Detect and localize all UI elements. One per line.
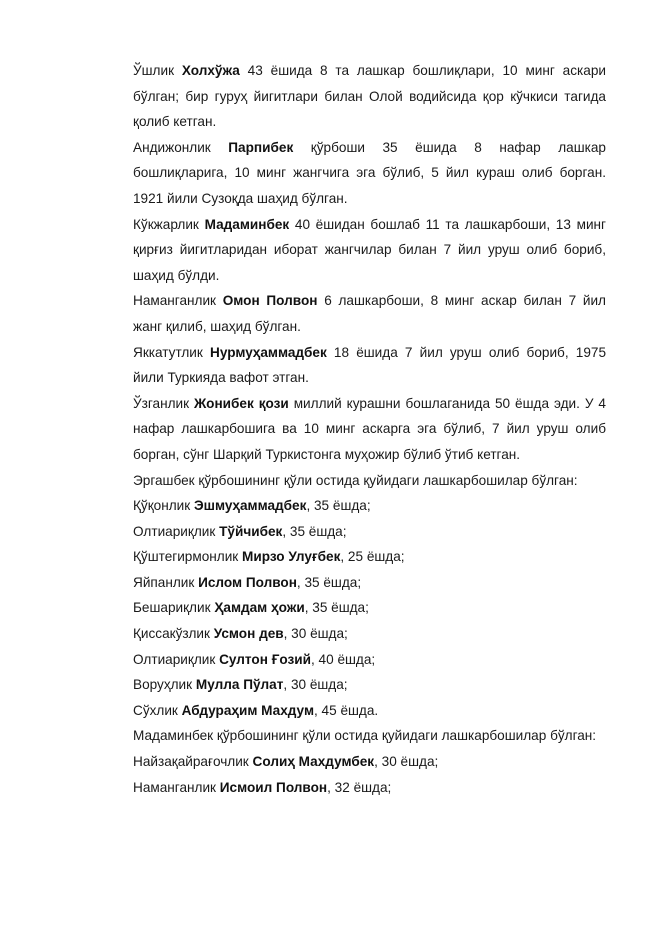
list-item-age: , 30 ёшда; (283, 626, 348, 642)
paragraph-namangan (133, 288, 606, 339)
commander-name: Исмоил Полвон (219, 779, 328, 795)
paragraph-prefix: Наманганлик (133, 293, 223, 309)
list-item (133, 621, 606, 647)
list-item-prefix: Олтиариқлик (133, 523, 220, 539)
paragraph-prefix: Ўшлик (133, 63, 182, 78)
list-item-prefix: Яйпанлик (133, 574, 199, 590)
list-item-age: , 35 ёшда; (296, 574, 362, 590)
list-item-age: , 35 ёшда; (282, 523, 347, 539)
paragraph-osh (133, 58, 606, 135)
list-item-age: , 30 ёшда; (374, 754, 439, 770)
paragraph-kokjar (133, 212, 606, 289)
paragraph-yakkatut (133, 340, 606, 391)
list-item-prefix: Воруҳлик (133, 677, 196, 693)
list-item (133, 698, 606, 724)
list-item-age: , 45 ёшда. (314, 702, 379, 718)
list-item (133, 672, 606, 698)
paragraph-prefix: Кўкжарлик (133, 216, 205, 232)
paragraph-prefix: Яккатутлик (133, 344, 211, 360)
commander-name: Холхўжа (181, 63, 240, 78)
section-heading-ergashbek: Эргашбек қўрбошининг қўли остида қуйидаги лашкарбошилар бўлган: (133, 472, 578, 488)
commander-name: Парпибек (228, 139, 294, 155)
paragraph-text: 43 ёшида 8 та лашкар бошлиқлари, 10 минг аскари бўлган; бир гуруҳ йигитлари билан Олой водийсида қор кўчкиси тагида қолиб кетган. (133, 63, 607, 130)
commander-name: Эшмуҳаммадбек (193, 498, 307, 514)
paragraph-text: қўрбоши 35 ёшида 8 нафар лашкар бошлиқларига, 10 минг жангчига эга бўлиб, 5 йил кураш олиб борган. 1921 йили Сузоқда шаҳид бўлган. (133, 139, 606, 206)
commander-name: Мадаминбек (204, 216, 290, 232)
list-item-age: , 40 ёшда; (311, 651, 376, 667)
list-item-age: , 35 ёшда; (304, 600, 369, 616)
commander-name: Солиҳ Махдумбек (252, 754, 375, 770)
list-item-age: , 35 ёшда; (306, 498, 371, 514)
commander-name: Тўйчибек (219, 523, 283, 539)
commander-name: Жонибек қози (194, 395, 289, 411)
list-item-prefix: Найзақайрағочлик (133, 754, 253, 770)
list-item-prefix: Сўхлик (133, 702, 182, 718)
list-item (133, 493, 606, 519)
list-item-prefix: Олтиариқлик (133, 651, 220, 667)
list-item-age: , 25 ёшда; (340, 549, 405, 565)
list-item-age: , 30 ёшда; (283, 677, 348, 693)
paragraph-andijan (133, 135, 606, 212)
commander-name: Ҳамдам ҳожи (214, 600, 305, 616)
paragraph-text: 18 ёшида 7 йил уруш олиб бориб, 1975 йили Туркияда вафот этган. (133, 344, 607, 386)
paragraph-text: миллий курашни бошлаганида 50 ёшда эди. У 4 нафар лашкарбошига ва 10 минг аскарга эга бўлиб, 7 йил уруш олиб борган, сўнг Шарқий Туркистонга муҳожир бўлиб ўтиб кетган. (133, 395, 606, 462)
list-item-prefix: Бешариқлик (133, 600, 215, 616)
list-item-prefix: Наманганлик (133, 779, 220, 795)
list-item (133, 775, 606, 801)
commander-name: Нурмуҳаммадбек (210, 344, 327, 360)
list-item (133, 749, 606, 775)
commander-name: Султон Ғозий (219, 651, 311, 667)
list-item (133, 544, 606, 570)
list-item-age: , 32 ёшда; (327, 779, 392, 795)
commander-name: Ислом Полвон (198, 574, 297, 590)
list-item (133, 595, 606, 621)
paragraph-prefix: Андижонлик (133, 139, 229, 155)
commander-name: Мирзо Улуғбек (242, 549, 341, 565)
list-item (133, 519, 606, 545)
paragraph-uzgan (133, 391, 606, 468)
commander-name: Мулла Пўлат (195, 677, 284, 693)
commander-name: Абдураҳим Махдум (181, 702, 314, 718)
list-item-prefix: Қўқонлик (133, 498, 194, 514)
paragraph-text: 40 ёшидан бошлаб 11 та лашкарбоши, 13 минг қирғиз йигитларидан иборат жангчилар билан 7 йил уруш олиб бориб, шаҳид бўлди. (133, 216, 607, 283)
section-heading-madaminbek: Мадаминбек қўрбошининг қўли остида қуйидаги лашкарбошилар бўлган: (133, 728, 597, 744)
list-item-prefix: Қиссакўзлик (133, 626, 214, 642)
commander-name: Усмон дев (213, 626, 284, 642)
list-item-prefix: Қўштегирмонлик (133, 549, 243, 565)
paragraph-prefix: Ўзганлик (133, 395, 195, 411)
list-item (133, 570, 606, 596)
commander-name: Омон Полвон (222, 293, 318, 309)
paragraph-text: 6 лашкарбоши, 8 минг аскар билан 7 йил жанг қилиб, шаҳид бўлган. (133, 293, 606, 334)
list-item (133, 647, 606, 673)
